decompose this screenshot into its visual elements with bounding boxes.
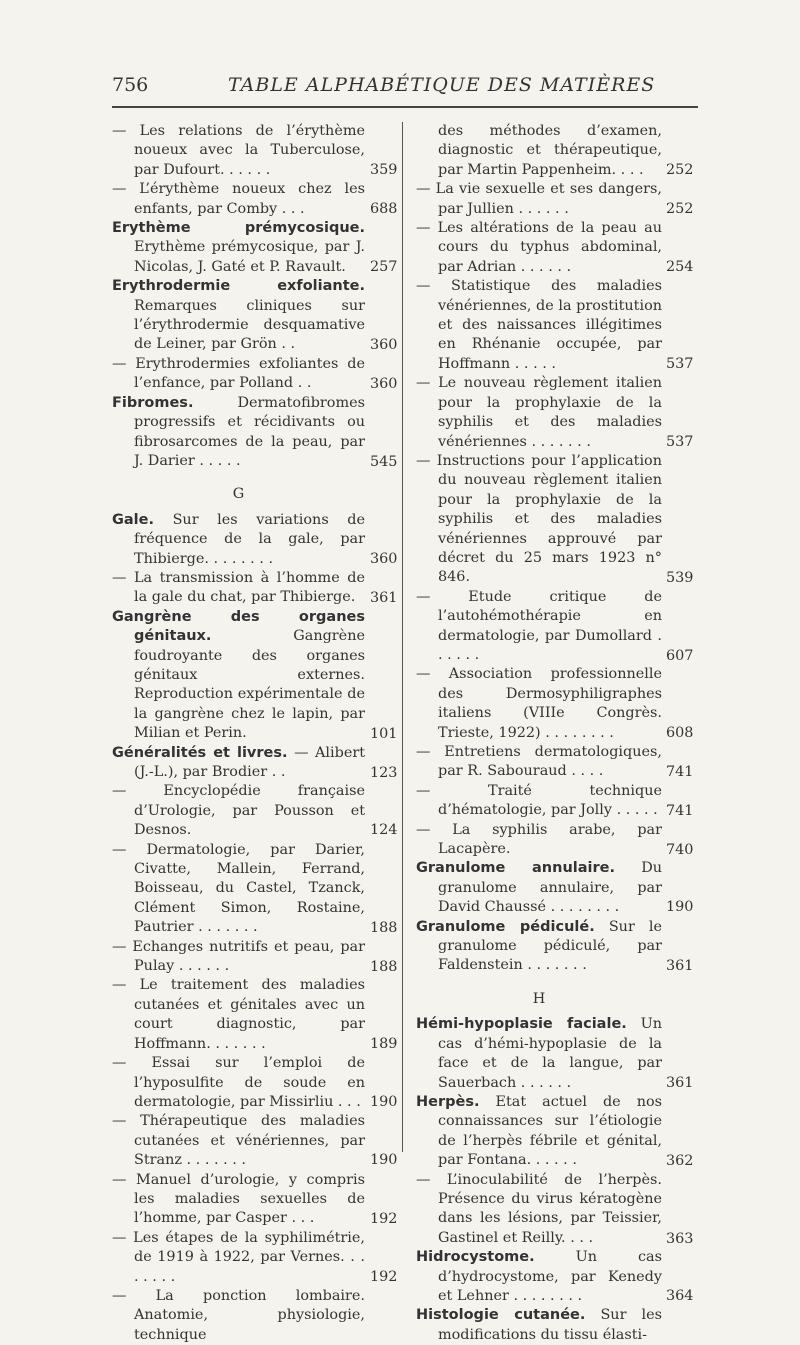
entry-text: — Le nouveau règlement italien pour la prophylaxie de la syphilis et des maladies vénériennes . . . . . . . xyxy=(416,375,662,450)
entry-text: des méthodes d’examen, diagnostic et thérapeutique, par Martin Pappenheim. . . . xyxy=(438,123,662,178)
entry-text: — La vie sexuelle et ses dangers, par Jullien . . . . . . xyxy=(416,181,662,217)
entry-page-number: 360 xyxy=(370,376,398,392)
index-entry xyxy=(112,1229,365,1287)
entry-page-number: 359 xyxy=(370,162,398,178)
entry-text: Un cas d’hydrocystome, par Kenedy et Lehner . . . . . . . . xyxy=(438,1249,663,1304)
index-entry xyxy=(112,1287,365,1345)
index-entry xyxy=(416,918,662,976)
entry-text: — Essai sur l’emploi de l’hyposulfite de soude en dermatologie, par Missirliu . . . xyxy=(112,1055,365,1110)
index-entry xyxy=(112,938,365,977)
entry-text: — Erythrodermies exfoliantes de l’enfance, par Polland . . xyxy=(112,355,365,392)
index-entry xyxy=(112,219,365,277)
entry-text: — L’érythème noueux chez les enfants, par Comby . . . xyxy=(112,181,365,217)
index-entry xyxy=(112,608,365,744)
entry-heading: Gale. xyxy=(112,511,154,528)
index-entry xyxy=(416,1248,662,1306)
entry-text: — La ponction lombaire. Anatomie, physiologie, technique xyxy=(112,1287,365,1343)
index-entry xyxy=(112,277,365,355)
entry-text: — Les relations de l’érythème noueux avec la Tuberculose, par Dufourt. . . . . . xyxy=(112,123,365,178)
entry-page-number: 188 xyxy=(370,920,398,936)
entry-page-number: 741 xyxy=(666,764,694,780)
index-entry xyxy=(416,452,662,588)
index-entry xyxy=(416,1015,662,1093)
entry-text: Sur les variations de fréquence de la gale, par Thibierge. . . . . . . . xyxy=(134,511,366,567)
entry-text: Sur les modifications du tissu élasti- xyxy=(438,1307,662,1343)
index-entry xyxy=(416,821,662,860)
index-entry xyxy=(112,976,365,1054)
entry-text: — Dermatologie, par Darier, Civatte, Mallein, Ferrand, Boisseau, du Castel, Tzanck, Clément Simon, Rostaine, Pautrier . . . . . . . xyxy=(112,841,365,936)
index-entry xyxy=(416,743,662,782)
entry-page-number: 741 xyxy=(666,803,694,819)
entry-page-number: 363 xyxy=(666,1231,694,1247)
index-entry xyxy=(112,511,365,569)
index-entry xyxy=(416,219,662,277)
section-letter: H xyxy=(532,990,546,1007)
entry-page-number: 192 xyxy=(370,1211,398,1227)
entry-text: Erythème prémycosique, par J. Nicolas, J. Gaté et P. Ravault. xyxy=(134,239,365,275)
entry-page-number: 364 xyxy=(666,1288,694,1304)
entry-heading: Généralités et livres. xyxy=(112,744,288,761)
entry-page-number: 361 xyxy=(370,590,398,606)
entry-heading: Herpès. xyxy=(416,1093,480,1110)
index-entry xyxy=(112,1112,365,1170)
index-entry xyxy=(112,782,365,840)
entry-text: — La syphilis arabe, par Lacapère. xyxy=(416,821,662,858)
page-number: 756 xyxy=(112,74,149,96)
entry-heading: Gangrène des organes génitaux. xyxy=(112,608,365,645)
entry-heading: Granulome annulaire. xyxy=(416,860,615,877)
entry-page-number: 688 xyxy=(370,201,398,217)
entry-heading: Fibromes. xyxy=(112,394,194,411)
entry-heading: Granulome pédiculé. xyxy=(416,918,595,935)
index-entry xyxy=(416,277,662,374)
page-header xyxy=(112,74,698,98)
index-entry xyxy=(112,1171,365,1229)
entry-page-number: 189 xyxy=(370,1036,398,1052)
right-column xyxy=(416,122,662,1345)
entry-page-number: 101 xyxy=(370,726,398,742)
entry-page-number: 608 xyxy=(666,725,694,741)
entry-heading: Erythrodermie exfoliante. xyxy=(112,278,365,295)
entry-page-number: 190 xyxy=(370,1152,398,1168)
index-entry xyxy=(416,374,662,452)
entry-text: Remarques cliniques sur l’érythrodermie desquamative de Leiner, par Grön . . xyxy=(134,297,365,353)
entry-page-number: 360 xyxy=(370,337,398,353)
entry-text: Un cas d’hémi-hypoplasie de la face et de la langue, par Sauerbach . . . . . . xyxy=(438,1016,663,1091)
index-entry xyxy=(112,180,365,219)
entry-text: — Echanges nutritifs et peau, par Pulay . . . . . . xyxy=(112,938,365,975)
index-entry xyxy=(112,569,365,608)
entry-page-number: 188 xyxy=(370,959,398,975)
index-entry xyxy=(416,1306,662,1345)
entry-heading: Erythème prémycosique. xyxy=(112,220,365,237)
entry-text: — Thérapeutique des maladies cutanées et vénériennes, par Stranz . . . . . . . xyxy=(112,1113,365,1169)
left-column xyxy=(112,122,365,1345)
entry-text: Du granulome annulaire, par David Chaussé . . . . . . . . xyxy=(438,860,662,916)
entry-text: — Le traitement des maladies cutanées et génitales avec un court diagnostic, par Hoffmann. . . . . . . xyxy=(112,977,365,1052)
entry-page-number: 537 xyxy=(666,434,694,450)
entry-text: — Encyclopédie française d’Urologie, par Pousson et Desnos. xyxy=(112,783,365,839)
header-rule xyxy=(112,106,698,108)
entry-page-number: 254 xyxy=(666,259,694,275)
index-entry xyxy=(112,122,365,180)
entry-page-number: 257 xyxy=(370,259,398,275)
page-title: TABLE ALPHABÉTIQUE DES MATIÈRES xyxy=(228,74,656,96)
entry-page-number: 361 xyxy=(666,958,694,974)
entry-text: — Les altérations de la peau au cours du typhus abdominal, par Adrian . . . . . . xyxy=(416,220,662,275)
entry-text: — L’inoculabilité de l’herpès. Présence du virus kératogène dans les lésions, par Teissier, Gastinel et Reilly. . . . xyxy=(416,1171,662,1246)
entry-text: — Statistique des maladies vénériennes, de la prostitution et des naissances illégitimes en Rhénanie occupée, par Hoffmann . . . . . xyxy=(416,278,662,372)
entry-text: — Association professionnelle des Dermosyphiligraphes italiens (VIIIe Congrès. Trieste, 1922) . . . . . . . . xyxy=(416,666,662,741)
entry-text: Dermatofibromes progressifs et récidivants ou fibrosarcomes de la peau, par J. Darier . . . . . xyxy=(134,394,365,469)
index-entry xyxy=(416,859,662,917)
entry-page-number: 537 xyxy=(666,356,694,372)
index-entry xyxy=(112,744,365,783)
index-entry xyxy=(112,394,365,472)
entry-page-number: 362 xyxy=(666,1153,694,1169)
entry-heading: Hidrocystome. xyxy=(416,1249,535,1266)
entry-heading: Histologie cutanée. xyxy=(416,1307,586,1324)
index-entry xyxy=(416,1171,662,1249)
entry-page-number: 539 xyxy=(666,570,694,586)
entry-text: Sur le granulome pédiculé, par Faldenstein . . . . . . . xyxy=(438,918,663,974)
entry-page-number: 545 xyxy=(370,454,398,470)
entry-text: — Traité technique d’hématologie, par Jolly . . . . . xyxy=(416,782,662,819)
entry-text: — Etude critique de l’autohémothérapie en dermatologie, par Dumollard . . . . . . xyxy=(416,588,662,663)
section-letter: G xyxy=(232,486,245,503)
index-entry xyxy=(112,841,365,938)
entry-text: — Entretiens dermatologiques, par R. Sabouraud . . . . xyxy=(416,744,662,780)
entry-page-number: 190 xyxy=(666,899,694,915)
entry-text: Gangrène foudroyante des organes génitaux externes. Reproduction expérimentale de la gangrène chez le lapin, par Milian et Perin. xyxy=(134,628,365,742)
index-entry xyxy=(416,180,662,219)
index-entry xyxy=(416,665,662,743)
entry-page-number: 123 xyxy=(370,765,398,781)
entry-page-number: 607 xyxy=(666,648,694,664)
index-entry xyxy=(416,588,662,666)
index-entry xyxy=(416,782,662,821)
entry-page-number: 190 xyxy=(370,1094,398,1110)
entry-text: — Instructions pour l’application du nouveau règlement italien pour la prophylaxie de la syphilis et des maladies vénériennes approuvé par décret du 25 mars 1923 n° 846. xyxy=(416,452,662,586)
entry-page-number: 124 xyxy=(370,822,398,838)
entry-text: Etat actuel de nos connaissances sur l’étiologie de l’herpès fébrile et génital, par Fontana. . . . . . xyxy=(438,1093,663,1169)
entry-text: — Les étapes de la syphilimétrie, de 1919 à 1922, par Vernes. . . . . . . . xyxy=(112,1229,365,1285)
column-divider xyxy=(402,122,403,1152)
index-entry xyxy=(416,122,662,180)
entry-page-number: 192 xyxy=(370,1269,398,1285)
entry-page-number: 361 xyxy=(666,1075,694,1091)
entry-page-number: 740 xyxy=(666,842,694,858)
entry-heading: Hémi-hypoplasie faciale. xyxy=(416,1016,627,1033)
index-entry xyxy=(112,355,365,394)
entry-page-number: 252 xyxy=(666,201,694,217)
index-entry xyxy=(112,1054,365,1112)
entry-page-number: 360 xyxy=(370,551,398,567)
index-entry xyxy=(416,1093,662,1171)
entry-text: — Alibert (J.-L.), par Brodier . . xyxy=(134,744,366,780)
entry-text: — Manuel d’urologie, y compris les maladies sexuelles de l’homme, par Casper . . . xyxy=(112,1171,365,1227)
entry-page-number: 252 xyxy=(666,162,694,178)
entry-text: — La transmission à l’homme de la gale du chat, par Thibierge. xyxy=(112,569,365,606)
